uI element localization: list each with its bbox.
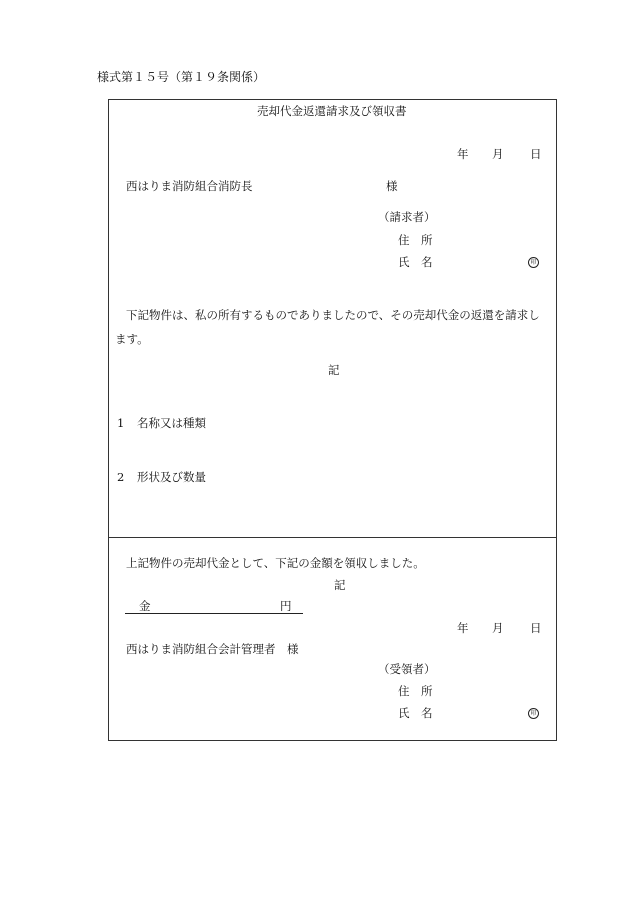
request-name-label: 氏 名 [398,255,433,269]
receipt-seal-icon: 印 [528,708,539,719]
request-seal-icon: 印 [528,257,539,268]
receipt-date-year: 年 [457,621,469,635]
section-divider [108,537,557,538]
requester-label: （請求者） [378,210,436,224]
request-body-text: 下記物件は、私の所有するものでありましたので、その売却代金の返還を請求します。 [115,308,540,346]
form-number: 様式第１５号（第１９条関係） [97,70,266,84]
request-ki: 記 [328,363,340,377]
request-date-day: 日 [530,147,542,161]
amount-label: 金 [139,599,151,613]
receipt-date-month: 月 [492,621,504,635]
item-1-number: 1 [117,416,125,430]
request-honorific: 様 [386,179,398,193]
receipt-name-label: 氏 名 [398,706,433,720]
request-date-year: 年 [457,147,469,161]
request-date-month: 月 [492,147,504,161]
receipt-ki: 記 [334,578,346,592]
item-1-label: 名称又は種類 [137,416,206,430]
amount-unit: 円 [280,599,292,613]
request-addressee: 西はりま消防組合消防長 [126,179,253,193]
receipt-body: 上記物件の売却代金として、下記の金額を領収しました。 [126,556,425,570]
item-2-number: 2 [117,470,125,484]
recipient-label: （受領者） [378,662,436,676]
receipt-addressee: 西はりま消防組合会計管理者 様 [126,642,299,656]
request-address-label: 住 所 [398,233,433,247]
amount-underline [125,613,303,614]
receipt-date-day: 日 [530,621,542,635]
receipt-address-label: 住 所 [398,684,433,698]
form-title: 売却代金返還請求及び領収書 [257,104,407,118]
request-body [115,303,551,351]
item-2-label: 形状及び数量 [137,470,206,484]
